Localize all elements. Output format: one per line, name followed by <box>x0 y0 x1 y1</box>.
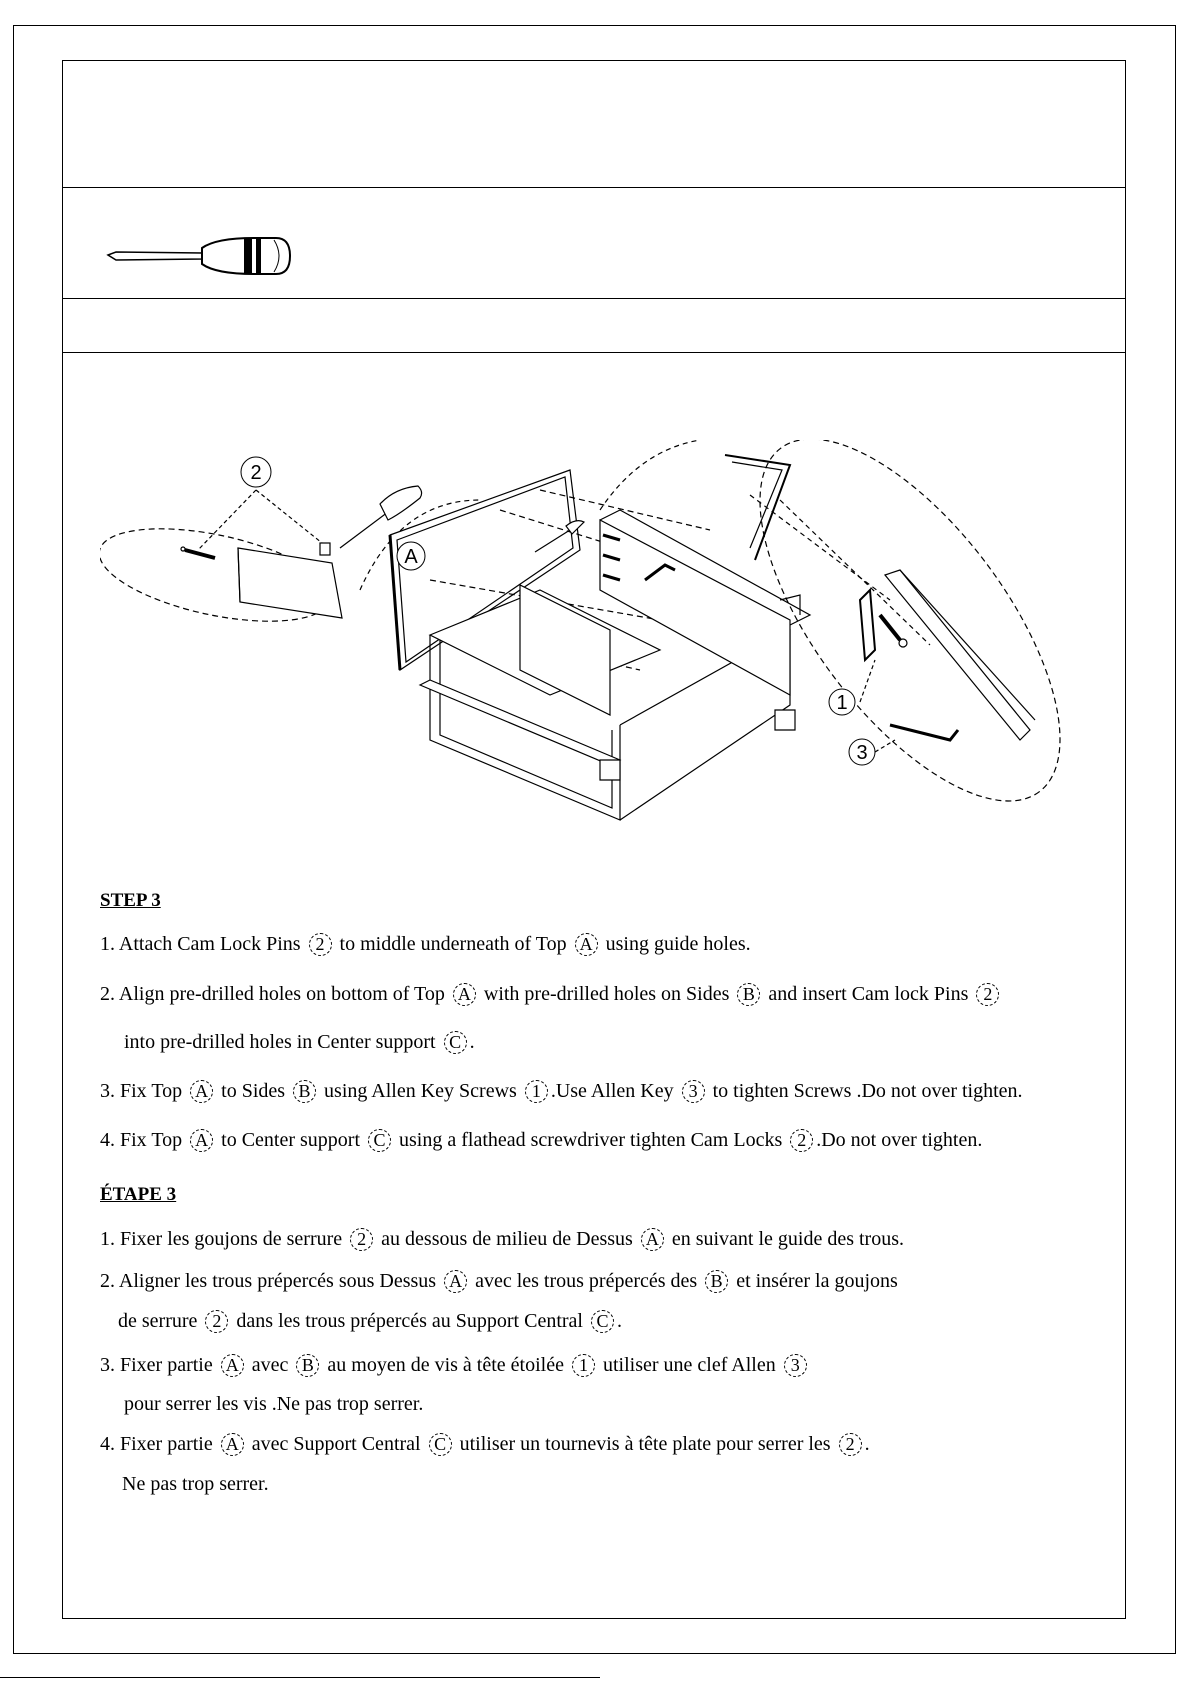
instruction-text: au moyen de vis à tête étoilée <box>322 1354 569 1376</box>
part-label-circle: A <box>221 1433 244 1456</box>
footer-rule <box>0 1677 600 1678</box>
instruction-line <box>118 1309 622 1333</box>
instruction-line <box>100 1128 982 1152</box>
instruction-text: en suivant le guide des trous. <box>666 1228 904 1250</box>
instruction-text: using Allen Key Screws <box>319 1080 522 1102</box>
instruction-text: using guide holes. <box>600 933 751 955</box>
instruction-text: and insert Cam lock Pins <box>763 983 974 1005</box>
callout-1: 1 <box>836 692 848 714</box>
part-label-circle: B <box>705 1270 728 1293</box>
part-label-circle: C <box>591 1310 614 1333</box>
instruction-text: Ne pas trop serrer. <box>122 1473 269 1495</box>
part-label-circle: 3 <box>682 1080 705 1103</box>
part-label-circle: B <box>737 983 760 1006</box>
instruction-text: into pre-drilled holes in Center support <box>124 1031 441 1053</box>
part-label-circle: 2 <box>350 1228 373 1251</box>
instruction-line <box>100 1079 1023 1103</box>
step-heading-fr: ÉTAPE 3 <box>100 1184 177 1205</box>
instruction-line <box>100 982 1002 1006</box>
part-label-circle: C <box>444 1031 467 1054</box>
instruction-text: 1. Attach Cam Lock Pins <box>100 933 306 955</box>
instruction-text: 4. Fixer partie <box>100 1433 218 1455</box>
instruction-text: . <box>616 1310 622 1332</box>
step-heading-en: STEP 3 <box>100 890 161 911</box>
part-label-circle: 2 <box>309 933 332 956</box>
part-label-circle: A <box>453 983 476 1006</box>
instruction-line <box>100 932 751 956</box>
part-label-circle: B <box>296 1354 319 1377</box>
part-label-circle: 2 <box>976 983 999 1006</box>
instruction-text: with pre-drilled holes on Sides <box>478 983 735 1005</box>
instruction-text: utiliser une clef Allen <box>597 1354 781 1376</box>
instruction-text: to Center support <box>216 1129 366 1151</box>
instruction-text: avec Support Central <box>246 1433 426 1455</box>
divider-line <box>62 298 1126 299</box>
instruction-text: avec les trous prépercés des <box>470 1270 703 1292</box>
part-label-circle: A <box>190 1080 213 1103</box>
callout-3: 3 <box>856 742 868 764</box>
part-label-circle: A <box>641 1228 664 1251</box>
part-label-circle: 2 <box>205 1310 228 1333</box>
part-label-circle: A <box>221 1354 244 1377</box>
part-label-circle: 2 <box>839 1433 862 1456</box>
part-label-circle: A <box>444 1270 467 1293</box>
instruction-text: 1. Fixer les goujons de serrure <box>100 1228 348 1250</box>
instruction-text: de serrure <box>118 1310 203 1332</box>
instruction-text: to Sides <box>216 1080 291 1102</box>
part-label-circle: 2 <box>790 1129 813 1152</box>
instruction-text: et insérer la goujons <box>731 1270 898 1292</box>
instruction-text: 2. Align pre-drilled holes on bottom of Top <box>100 983 450 1005</box>
instruction-text: pour serrer les vis .Ne pas trop serrer. <box>124 1393 424 1415</box>
callout-2: 2 <box>250 462 262 484</box>
part-label-circle: 1 <box>572 1354 595 1377</box>
instruction-line <box>100 1432 870 1456</box>
part-label-circle: B <box>293 1080 316 1103</box>
instruction-line <box>124 1392 423 1416</box>
instruction-line <box>100 1353 810 1377</box>
divider-line <box>62 187 1126 188</box>
part-label-circle: A <box>575 933 598 956</box>
label-A: A <box>404 546 418 568</box>
instruction-text: . <box>864 1433 870 1455</box>
screwdriver-icon <box>106 232 296 280</box>
part-label-circle: 3 <box>784 1354 807 1377</box>
instruction-text: to middle underneath of Top <box>334 933 572 955</box>
divider-line <box>62 352 1126 353</box>
part-label-circle: C <box>429 1433 452 1456</box>
instruction-text: using a flathead screwdriver tighten Cam Locks <box>394 1129 788 1151</box>
instruction-text: 2. Aligner les trous prépercés sous Dessus <box>100 1270 442 1292</box>
instruction-line <box>124 1030 475 1054</box>
instruction-text: to tighten Screws .Do not over tighten. <box>707 1080 1023 1102</box>
instruction-text: 4. Fix Top <box>100 1129 188 1151</box>
instruction-line <box>100 1269 898 1293</box>
instruction-text: dans les trous prépercés au Support Central <box>231 1310 588 1332</box>
part-label-circle: A <box>190 1129 213 1152</box>
instruction-text: 3. Fix Top <box>100 1080 188 1102</box>
part-label-circle: 1 <box>525 1080 548 1103</box>
instruction-text: utiliser un tournevis à tête plate pour serrer les <box>454 1433 836 1455</box>
instruction-line <box>122 1472 269 1496</box>
instruction-text: avec <box>246 1354 294 1376</box>
instruction-text: .Do not over tighten. <box>816 1129 983 1151</box>
instruction-text: .Use Allen Key <box>550 1080 679 1102</box>
instruction-line <box>100 1227 904 1251</box>
instruction-text: . <box>469 1031 475 1053</box>
assembly-diagram <box>100 440 1100 860</box>
instruction-text: 3. Fixer partie <box>100 1354 218 1376</box>
instruction-text: au dessous de milieu de Dessus <box>376 1228 638 1250</box>
part-label-circle: C <box>368 1129 391 1152</box>
